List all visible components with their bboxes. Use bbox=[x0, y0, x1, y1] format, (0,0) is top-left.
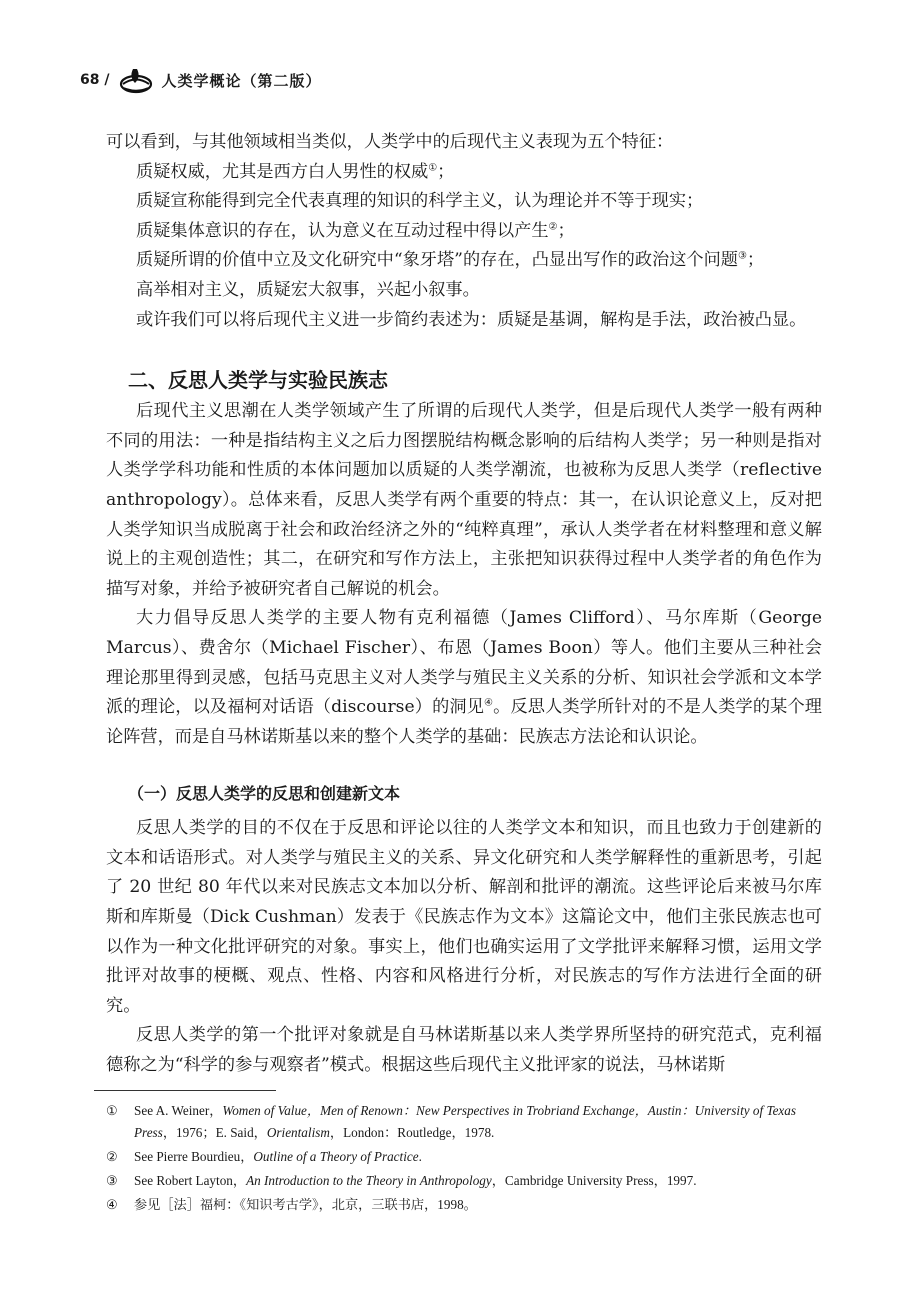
footnote-item bbox=[106, 1146, 822, 1168]
footnote-text: See Robert Layton，An Introduction to the Theory in Anthropology，Cambridge University Press，1997. bbox=[134, 1173, 697, 1188]
feature-item: 质疑权威，尤其是西方白人男性的权威①； bbox=[136, 161, 455, 182]
footnote-ref[interactable]: ③ bbox=[737, 250, 747, 262]
summary-paragraph: 或许我们可以将后现代主义进一步简约表述为：质疑是基调，解构是手法，政治被凸显。 bbox=[136, 309, 807, 330]
book-logo-icon bbox=[119, 65, 153, 95]
section-heading: 二、反思人类学与实验民族志 bbox=[128, 368, 388, 393]
footnote-ref[interactable]: ① bbox=[428, 161, 438, 173]
footnote-mark: ② bbox=[106, 1149, 118, 1164]
body-paragraph: 反思人类学的第一个批评对象就是自马林诺斯基以来人类学界所坚持的研究范式，克利福德称之为“科学的参与观察者”模式。根据这些后现代主义批评家的说法，马林诺斯 bbox=[106, 1025, 822, 1076]
body-paragraph: 大力倡导反思人类学的主要人物有克利福德（James Clifford）、马尔库斯（George Marcus）、费舍尔（Michael Fischer）、布恩（James Boon）等人。他们主要从三种社会理论那里得到灵感，包括马克思主义对人类学与殖民主义关系的分析、知识社会学派和文本学派的理论，以及福柯对话语（discourse）的洞见④。反思人类学所针对的不是人类学的某个理论阵营，而是自马林诺斯基以来的整个人类学的基础：民族志方法论和认识论。 bbox=[106, 608, 822, 747]
body-paragraph: 反思人类学的目的不仅在于反思和评论以往的人类学文本和知识，而且也致力于创建新的文本和话语形式。对人类学与殖民主义的关系、异文化研究和人类学解释性的重新思考，引起了 20 世纪 80 年代以来对民族志文本加以分析、解剖和批评的潮流。这些评论后来被马尔库斯和库斯曼（Dick Cushman）发表于《民族志作为文本》这篇论文中，他们主张民族志也可以作为一种文化批评研究的对象。事实上，他们也确实运用了文学批评来解释习惯，运用文学批评对故事的梗概、观点、性格、内容和风格进行分析，对民族志的写作方法进行全面的研究。 bbox=[106, 818, 822, 1016]
intro-paragraph: 可以看到，与其他领域相当类似，人类学中的后现代主义表现为五个特征： bbox=[106, 132, 674, 152]
footnote-item bbox=[106, 1100, 822, 1144]
footnote-text: See Pierre Bourdieu，Outline of a Theory of Practice. bbox=[134, 1149, 422, 1164]
footnote-divider bbox=[94, 1090, 276, 1091]
page-number: 68 / bbox=[80, 72, 110, 88]
footnotes bbox=[106, 1100, 822, 1218]
body-paragraph: 后现代主义思潮在人类学领域产生了所谓的后现代人类学，但是后现代人类学一般有两种不同的用法：一种是指结构主义之后力图摆脱结构概念影响的后结构人类学；另一种则是指对人类学学科功能和性质的本体问题加以质疑的人类学潮流，也被称为反思人类学（reflective anthropology）。总体来看，反思人类学有两个重要的特点：其一，在认识论意义上，反对把人类学知识当成脱离于社会和政治经济之外的“纯粹真理”，承认人类学者在材料整理和意义解说上的主观创造性；其二，在研究和写作方法上，主张把知识获得过程中人类学者的角色作为描写对象，并给予被研究者自己解说的机会。 bbox=[106, 401, 822, 599]
footnote-text: 参见［法］福柯：《知识考古学》，北京，三联书店，1998。 bbox=[134, 1197, 477, 1212]
book-title: 人类学概论（第二版） bbox=[161, 71, 322, 90]
footnote-item bbox=[106, 1194, 822, 1216]
footnote-item bbox=[106, 1170, 822, 1192]
feature-item: 质疑所谓的价值中立及文化研究中“象牙塔”的存在，凸显出写作的政治这个问题③； bbox=[136, 250, 765, 271]
feature-item: 质疑集体意识的存在，认为意义在互动过程中得以产生②； bbox=[136, 220, 575, 241]
footnote-ref[interactable]: ④ bbox=[484, 697, 494, 709]
feature-item: 高举相对主义，质疑宏大叙事，兴起小叙事。 bbox=[136, 279, 480, 300]
footnote-mark: ① bbox=[106, 1103, 118, 1118]
subsection-heading: （一）反思人类学的反思和创建新文本 bbox=[128, 784, 401, 804]
footnote-ref[interactable]: ② bbox=[548, 221, 558, 233]
footnote-mark: ④ bbox=[106, 1197, 118, 1212]
page-header bbox=[80, 62, 322, 98]
footnote-text: See A. Weiner，Women of Value，Men of Renown：New Perspectives in Trobriand Exchange，Austin：University of Texas Press，1976；E. Said，Orientalism，London：Routledge，1978. bbox=[134, 1103, 797, 1140]
footnote-mark: ③ bbox=[106, 1173, 118, 1188]
page-body bbox=[106, 128, 822, 1081]
feature-item: 质疑宣称能得到完全代表真理的知识的科学主义，认为理论并不等于现实； bbox=[136, 191, 704, 212]
